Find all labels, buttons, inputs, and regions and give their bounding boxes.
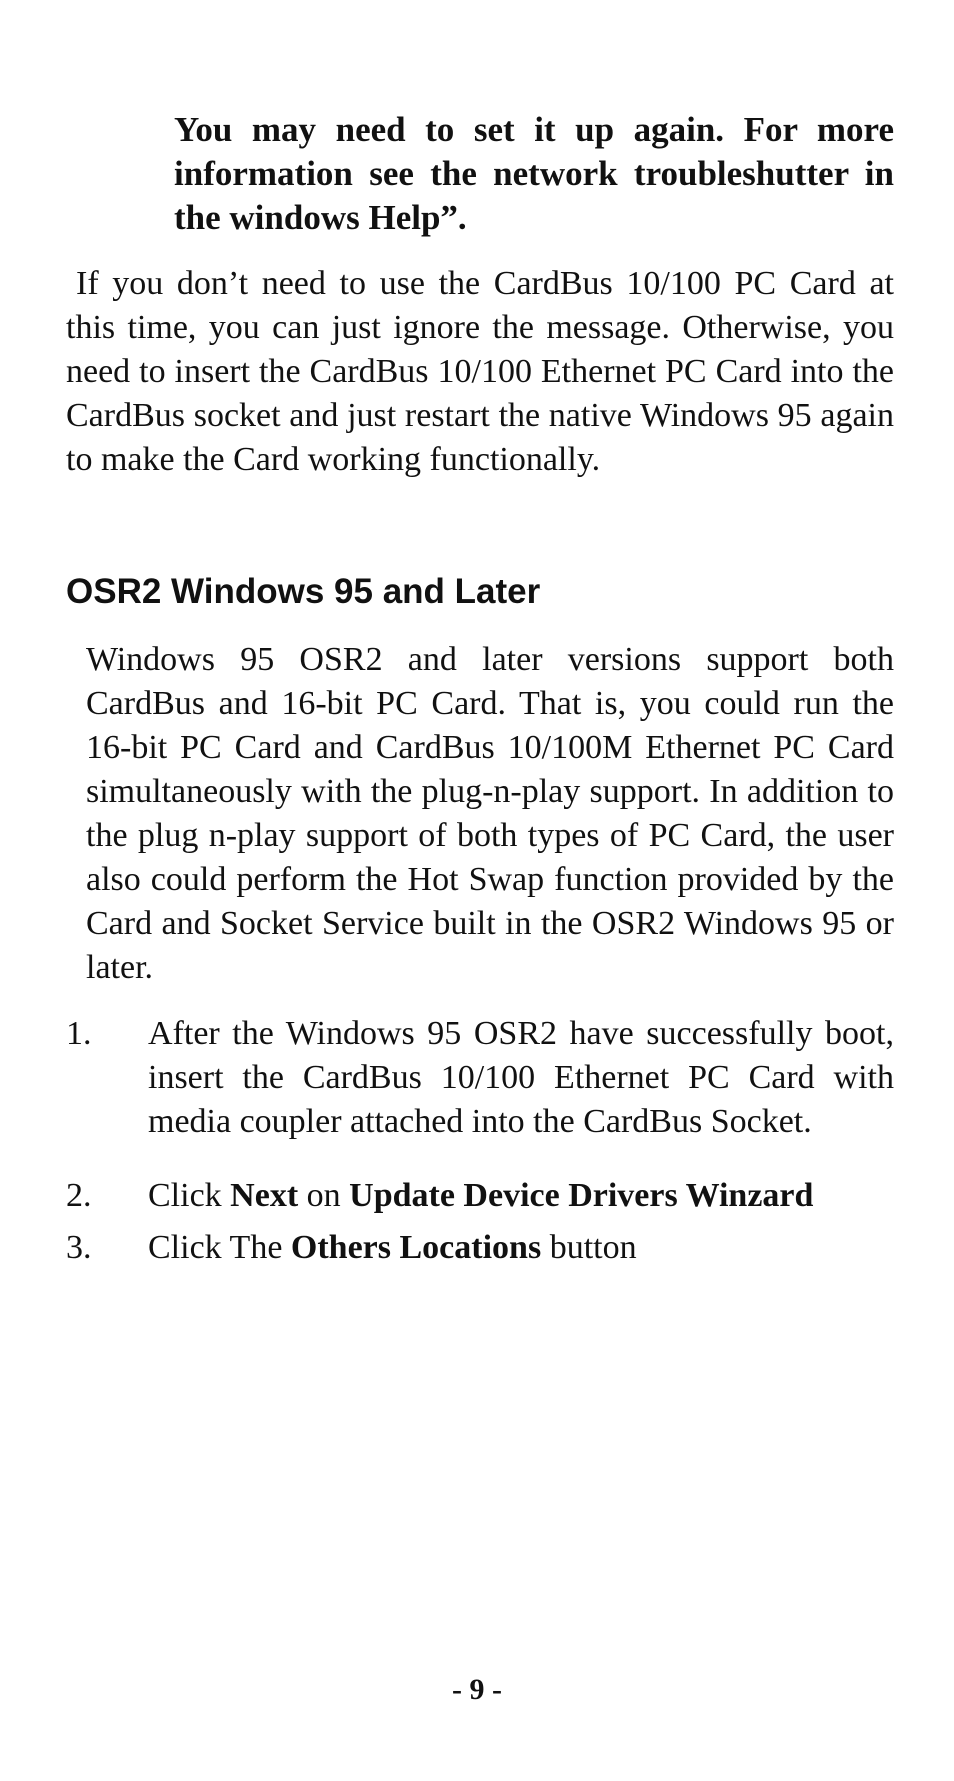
step-bold-others-locations: Others Locations [290,1229,542,1266]
step-bold-next: Next [230,1177,299,1214]
step-text-prefix: Click [148,1177,231,1214]
page-number: - 9 - [452,1673,502,1706]
section-heading: OSR2 Windows 95 and Later [66,572,541,611]
step-number: 1. [66,1015,92,1052]
step-bold-wizard-name: Update Device Drivers Winzard [349,1177,814,1214]
step-text-prefix: Click The [148,1229,291,1266]
list-item [66,1226,894,1270]
step-number: 2. [66,1177,92,1214]
steps-list [66,1012,894,1270]
list-item [66,1174,894,1218]
section-body: Windows 95 OSR2 and later versions support both CardBus and 16-bit PC Card. That is, you could run the 16-bit PC Card and CardBus 10/100M Ethernet PC Card simultaneously with the plug-n-play support. In addition to the plug n-play support of both types of PC Card, the user also could perform the Hot Swap function provided by the Card and Socket Service built in the OSR2 Windows 95 or later. [86,641,894,986]
intro-paragraph: If you don’t need to use the CardBus 10/100 PC Card at this time, you can just ignore the message. Otherwise, you need to insert the CardBus 10/100 Ethernet PC Card into the CardBus socket and just restart the native Windows 95 again to make the Card working functionally. [66,265,894,478]
quoted-message: You may need to set it up again. For more information see the network troubleshutter in the windows Help”. [174,110,894,237]
step-text: After the Windows 95 OSR2 have successfully boot, insert the CardBus 10/100 Ethernet PC Card with media coupler attached into the CardBus Socket. [148,1015,894,1140]
step-text-middle: on [298,1177,350,1214]
list-item [66,1012,894,1144]
step-number: 3. [66,1229,92,1266]
step-text-suffix: button [541,1229,637,1266]
